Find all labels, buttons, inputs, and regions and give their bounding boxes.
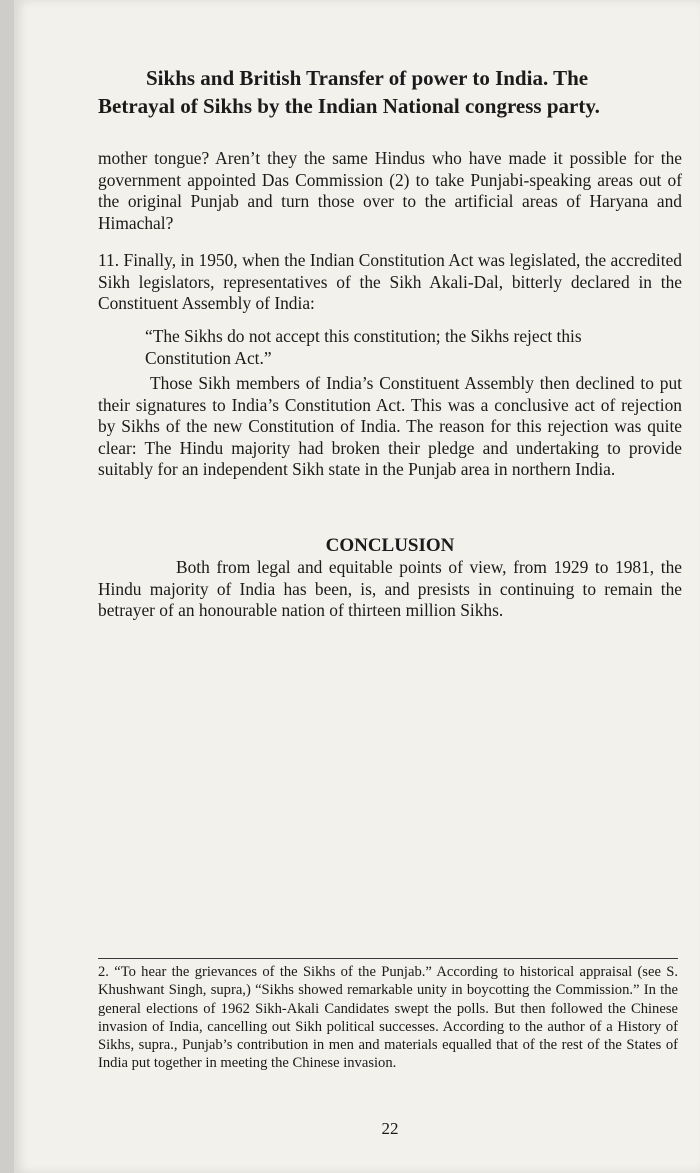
paragraph-mother-tongue: mother tongue? Aren’t they the same Hindus who have made it possible for the government appointed Das Commission (2) to take Punjabi-speaking areas out of the original Punjab and turn those over to the artificial areas of Haryana and Himachal? [98,148,682,233]
page-number: 22 [381,1119,399,1138]
paragraph-item-11: 11. Finally, in 1950, when the Indian Constitution Act was legislated, the accredited Sikh legislators, representatives of the Sikh Akali-Dal, bitterly declared in the Constituent Assembly of India: [98,250,682,313]
footnote: 2. “To hear the grievances of the Sikhs of the Punjab.” According to historical appraisal (see S. Khushwant Singh, supra,) “Sikhs showed remarkable unity in boycotting the Commission.” In the general elections of 1962 Sikh-Akali Candidates swept the polls. But then followed the Chinese invasion of India, cancelling out Sikh political successes. According to the author of a History of Sikhs, supra., Punjab’s contribution in men and materials equalled that of the rest of the States of India put together in meeting the Chinese invasion. [98,964,678,1072]
block-quote: “The Sikhs do not accept this constitution; the Sikhs reject this Constitution Act.” [145,326,582,368]
paragraph-rejection: Those Sikh members of India’s Constituent Assembly then declined to put their signatures to India’s Constitution Act. This was a conclusive act of rejection by Sikhs of the new Constitution of India. The reason for this rejection was quite clear: The Hindu majority had broken their pledge and undertaking to provide suitably for an independent Sikh state in the Punjab area in northern India. [98,373,682,479]
conclusion-heading: CONCLUSION [325,535,455,556]
page-title [98,64,682,120]
title-line-1: Sikhs and British Transfer of power to India. The [146,66,589,90]
book-page [14,0,700,1173]
title-line-2: Betrayal of Sikhs by the Indian National congress party. [98,94,600,118]
conclusion-paragraph: Both from legal and equitable points of view, from 1929 to 1981, the Hindu majority of India has been, is, and presists in continuing to remain the betrayer of an honourable nation of thirteen million Sikhs. [98,557,682,620]
footnote-divider [98,958,678,959]
